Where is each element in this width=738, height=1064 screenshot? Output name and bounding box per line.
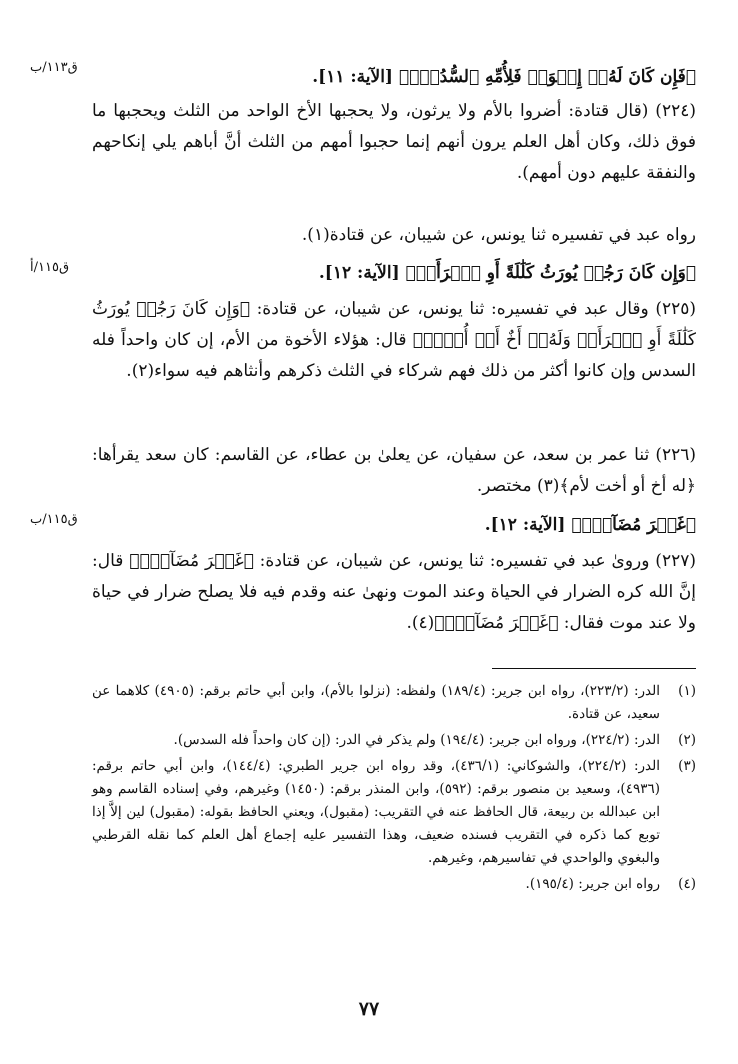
narration-paragraph: (٢٢٧) وروىٰ عبد في تفسيره: ثنا يونس، عن شيبان، عن قتادة: ﴿غَيۡرَ مُضَآرّٖ﴾ قال: إنَّ الله كره الضرار في الحياة وعند الموت ونهىٰ عنه وقدم فيه فلا يصلح ضرار في حياة ولا عند موت فقال: ﴿غَيۡرَ مُضَآرّٖ﴾(٤). bbox=[92, 551, 696, 633]
margin-note: ق١١٥/ب bbox=[30, 512, 78, 527]
footnote-text: رواه ابن جرير: (١٩٥/٤). bbox=[525, 876, 660, 892]
narration-paragraph: (٢٢٥) وقال عبد في تفسيره: ثنا يونس، عن شيبان، عن قتادة: ﴿وَإِن كَانَ رَجُلٞ يُورَثُ كَلَٰلَةً أَوِ ٱمۡرَأَةٞ وَلَهُۥٓ أَخٌ أَوۡ أُخۡتٞ﴾ قال: هؤلاء الأخوة من الأم، إن كان واحداً فله السدس وإن كانوا أكثر من ذلك فهم شركاء في الثلث ذكرهم وأنثاهم فيه سواء(٢). bbox=[92, 299, 696, 381]
footnotes bbox=[92, 680, 696, 899]
footnote bbox=[92, 873, 696, 896]
verse-heading: ﴿فَإِن كَانَ لَهُۥٓ إِخۡوَةٞ فَلِأُمِّهِ ٱلسُّدُسُۚ﴾ [الآية: ١١]. bbox=[312, 67, 696, 87]
footnote-number: (٢) bbox=[678, 732, 696, 748]
footnote-number: (٣) bbox=[678, 758, 696, 774]
page-number: ٧٧ bbox=[358, 998, 380, 1020]
footnote-number: (١) bbox=[678, 683, 696, 699]
footnote bbox=[92, 755, 696, 870]
footnote-text: الدر: (٢٢٣/٢)، رواه ابن جرير: (١٨٩/٤) ولفظه: (نزلوا بالأم)، وابن أبي حاتم برقم: (٤٩٠٥) كلاهما عن سعيد، عن قتادة. bbox=[92, 683, 660, 722]
narration-paragraph: (٢٢٦) ثنا عمر بن سعد، عن سفيان، عن يعلىٰ بن عطاء، عن القاسم: كان سعد يقرأها: ﴿له أخ أو أخت لأم﴾(٣) مختصر. bbox=[92, 445, 696, 496]
verse-heading: ﴿غَيۡرَ مُضَآرّٖ﴾ [الآية: ١٢]. bbox=[484, 515, 696, 535]
narration-paragraph: (٢٢٤) (قال قتادة: أضروا بالأم ولا يرثون، ولا يحجبها الأخ الواحد من الثلث ويحجبها ما فوق ذلك، وكان أهل العلم يرون أنهم إنما حجبوا أمهم من الثلث أنَّ أباهم يلي إنكاحهم والنفقة عليهم دون أمهم). bbox=[92, 101, 696, 183]
margin-note: ق١١٥/أ bbox=[30, 260, 70, 275]
footnote-separator bbox=[492, 668, 696, 669]
margin-note: ق١١٣/ب bbox=[30, 60, 78, 75]
verse-heading: ﴿وَإِن كَانَ رَجُلٞ يُورَثُ كَلَٰلَةً أَوِ ٱمۡرَأَةٞ﴾ [الآية: ١٢]. bbox=[318, 263, 696, 283]
footnote-number: (٤) bbox=[678, 876, 696, 892]
footnote bbox=[92, 729, 696, 752]
footnote-text: الدر: (٢٢٤/٢)، والشوكاني: (٤٣٦/١)، وقد رواه ابن جرير الطبري: (١٤٤/٤)، وابن أبي حاتم برقم: (٤٩٣٦)، وسعيد بن منصور برقم: (٥٩٢)، وابن المنذر برقم: (١٤٥٠) وغيرهم، وفي إسناده القاسم وهو ابن عبدالله بن ربيعة، قال الحافظ عنه في التقريب: (مقبول)، ويعني الحافظ بقوله: (مقبول) لين إلاَّ إذا توبع كما ذكره في التقريب فسنده ضعيف، وهذا التفسير عليه إجماع أهل العلم كما نقله القرطبي والبغوي والواحدي في تفاسيرهم، وغيرهم. bbox=[92, 758, 661, 866]
footnote bbox=[92, 680, 696, 726]
source-line: رواه عبد في تفسيره ثنا يونس، عن شيبان، عن قتادة(١). bbox=[301, 225, 696, 245]
footnote-text: الدر: (٢٢٤/٢)، ورواه ابن جرير: (١٩٤/٤) ولم يذكر في الدر: (إن كان واحداً فله السدس). bbox=[173, 732, 660, 748]
